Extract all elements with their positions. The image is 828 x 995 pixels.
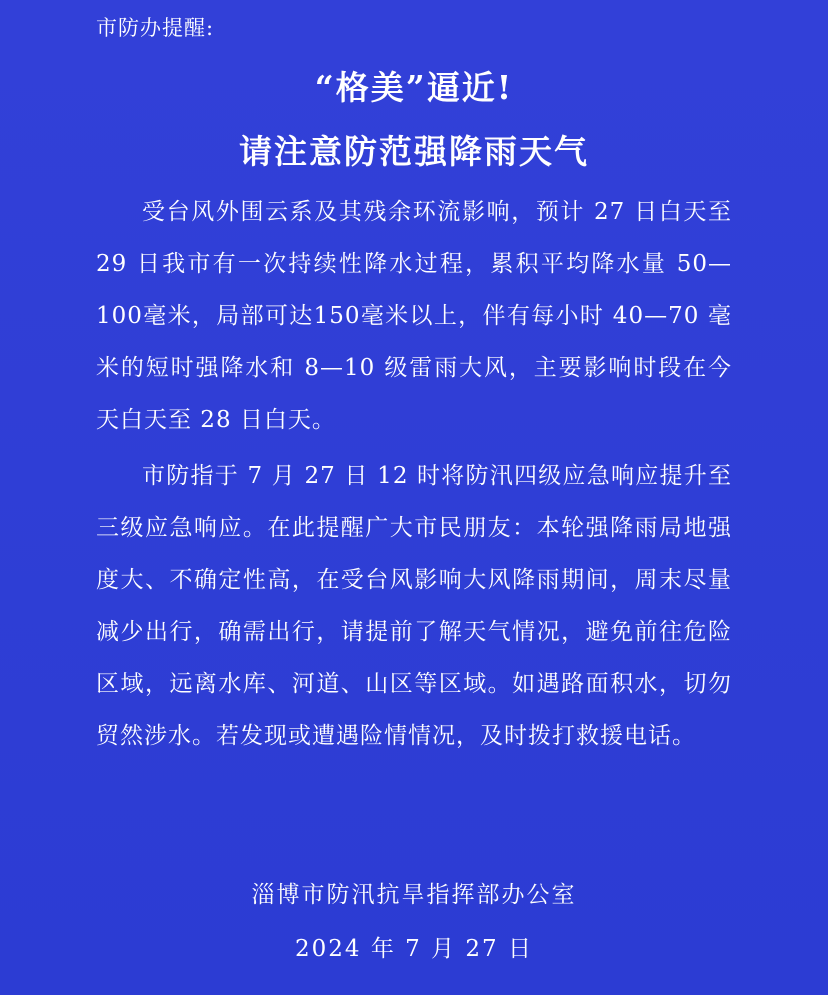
signature-date: 2024 年 7 月 27 日: [295, 936, 533, 962]
signature-organization: 淄博市防汛抗旱指挥部办公室: [251, 882, 577, 908]
notice-paragraph-1: 受台风外围云系及其残余环流影响，预计 27 日白天至 29 日我市有一次持续性降水过程，累积平均降水量 50—100毫米，局部可达150毫米以上，伴有每小时 40—70 毫米的短时强降水和 8—10 级雷雨大风，主要影响时段在今天白天至 28 日白天。: [96, 199, 732, 433]
notice-header: 市防办提醒:: [96, 16, 215, 40]
notice-title-line2: 请注意防范强降雨天气: [239, 132, 589, 171]
notice-paragraph-2: 市防指于 7 月 27 日 12 时将防汛四级应急响应提升至三级应急响应。在此提醒广大市民朋友：本轮强降雨局地强度大、不确定性高，在受台风影响大风降雨期间，周末尽量减少出行，确需出行，请提前了解天气情况，避免前往危险区域，远离水库、河道、山区等区域。如遇路面积水，切勿贸然涉水。若发现或遭遇险情情况，及时拨打救援电话。: [96, 463, 732, 749]
notice-title-line1: “格美”逼近!: [314, 68, 514, 107]
